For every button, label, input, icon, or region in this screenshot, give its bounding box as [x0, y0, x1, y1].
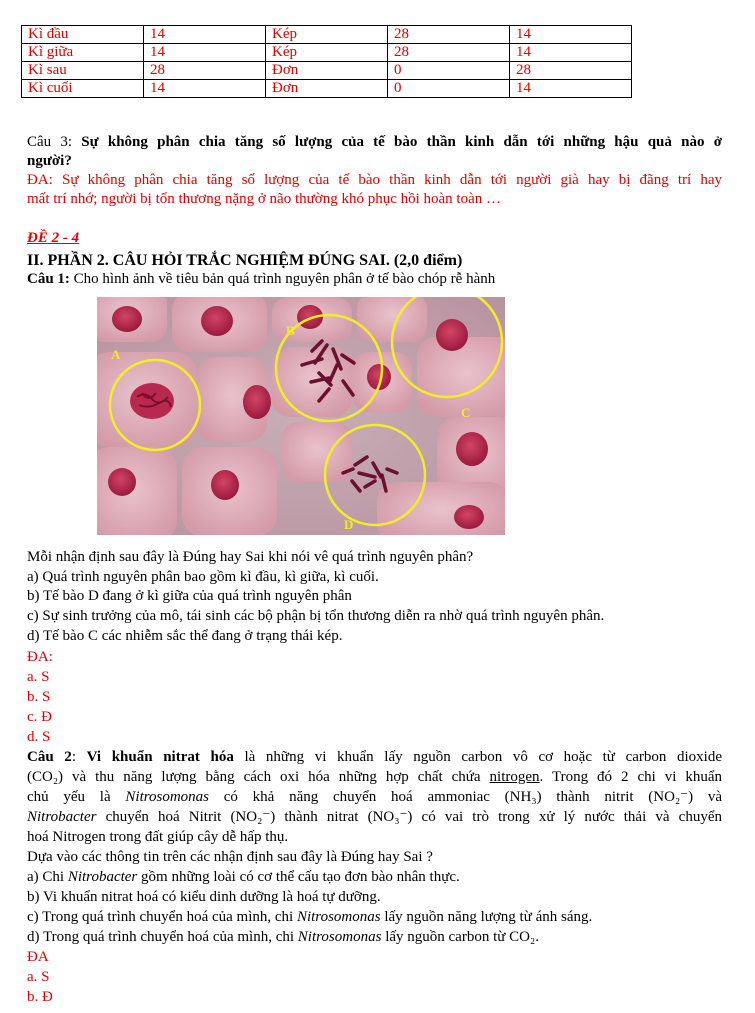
- c2-item-d-1: d) Trong quá trình chuyển hoá của mình, chi: [27, 929, 298, 945]
- c1-answer-d: d. S: [27, 729, 51, 745]
- c2-nitrobacter: Nitrobacter: [27, 809, 97, 825]
- c2-l3-b: có khả năng chuyển hoá ammoniac (NH₃) thành nitrit (NO₂⁻) và: [209, 789, 723, 805]
- section-heading-text: II. PHẦN 2. CÂU HỎI TRẮC NGHIỆM ĐÚNG SAI. (2,0 điểm): [27, 252, 463, 269]
- table-cell: Kì giữa: [22, 44, 144, 62]
- q3-answer-line-2: mất trí nhớ; người bị tổn thương nặng ở não thường khó phục hồi hoàn toàn …: [27, 191, 502, 207]
- table-cell: 14: [144, 80, 266, 98]
- c2-item-c-genus: Nitrosomonas: [296, 909, 381, 925]
- q3-question-end: người?: [27, 153, 72, 169]
- label-c: C: [461, 405, 471, 420]
- c1-item-b: b) Tế bào D đang ở kì giữa của quá trình nguyên phân: [27, 588, 352, 604]
- c2-item-d-2: lấy nguồn carbon từ CO₂.: [381, 929, 539, 945]
- c2-item-a-2: gồm những loài có cơ thể cấu tạo đơn bào nhân thực.: [137, 869, 460, 885]
- label-a: A: [111, 347, 121, 362]
- c2-term: Vi khuẩn nitrat hóa: [86, 749, 234, 765]
- table-row: [22, 80, 632, 98]
- c1-answer-c: c. Đ: [27, 709, 52, 725]
- label-b: B: [286, 323, 295, 338]
- c2-prompt: Dựa vào các thông tin trên các nhận định sau đây là Đúng hay Sai ?: [27, 849, 433, 865]
- c2-l4-rest: chuyển hoá Nitrit (NO₂⁻) thành nitrat (NO₃⁻) có vai trò trong xử lý nước thải và chuyển: [96, 809, 722, 825]
- q3-question-line-2: [27, 152, 72, 171]
- c1-item-a: a) Quá trình nguyên phân bao gồm kì đầu, kì giữa, kì cuối.: [27, 569, 379, 585]
- c2-line-1: [27, 748, 722, 767]
- table-cell: Đơn: [266, 80, 388, 98]
- table-cell: Kì đầu: [22, 26, 144, 44]
- exam-code: [27, 229, 79, 248]
- c2-line-3: [27, 788, 722, 807]
- table-cell: 14: [144, 26, 266, 44]
- c2-l3-a: chủ yếu là: [27, 789, 126, 805]
- c2-answer-label: ĐA: [27, 949, 49, 965]
- table-cell: 14: [144, 44, 266, 62]
- c2-label: Câu 2: [27, 749, 72, 765]
- table-row: [22, 26, 632, 44]
- table-cell: 28: [388, 26, 510, 44]
- c2-l2-a: (CO₂) và thu năng lượng bằng cách oxi hóa những hợp chất chứa: [27, 769, 490, 785]
- table-cell: Kì sau: [22, 62, 144, 80]
- c1-item-d: d) Tế bào C các nhiễm sắc thể đang ở trạng thái kép.: [27, 628, 343, 644]
- table-cell: 28: [144, 62, 266, 80]
- q3-answer-line: ĐA: Sự không phân chia tăng số lượng của tế bào thần kinh dẫn tới người già hay bị đãng trí hay: [27, 172, 722, 188]
- c2-l1-rest: là những vi khuẩn lấy nguồn carbon vô cơ hoặc từ carbon dioxide: [233, 749, 723, 765]
- table-cell: 0: [388, 62, 510, 80]
- table-row: [22, 44, 632, 62]
- table-cell: Kì cuối: [22, 80, 144, 98]
- c2-line-5: hoá Nitrogen trong đất giúp cây dễ hấp thụ.: [27, 829, 289, 845]
- c1-answer-a: a. S: [27, 669, 50, 685]
- c2-colon: :: [71, 749, 87, 765]
- c2-item-d-genus: Nitrosomonas: [297, 929, 382, 945]
- nitrogen-link[interactable]: nitrogen: [489, 769, 540, 785]
- c1-label: Câu 1:: [27, 271, 70, 287]
- table-cell: 14: [510, 26, 632, 44]
- c2-item-b: b) Vi khuẩn nitrat hoá có kiểu dinh dưỡng là hoá tự dưỡng.: [27, 889, 381, 905]
- c1-answer-b: b. S: [27, 689, 51, 705]
- c2-answer-b: b. Đ: [27, 989, 53, 1005]
- c2-item-a-1: a) Chi: [27, 869, 68, 885]
- exam-code-text: ĐỀ 2 - 4: [27, 230, 80, 246]
- phase-table: [21, 25, 632, 98]
- q3-question-line: [27, 133, 722, 152]
- table-cell: 14: [510, 44, 632, 62]
- table-cell: 14: [510, 80, 632, 98]
- table-cell: 28: [388, 44, 510, 62]
- table-cell: Kép: [266, 44, 388, 62]
- c2-answer-a: a. S: [27, 969, 50, 985]
- c2-nitrosomonas: Nitrosomonas: [125, 789, 210, 805]
- c2-item-c: [27, 908, 592, 927]
- table-cell: Đơn: [266, 62, 388, 80]
- c2-item-c-1: c) Trong quá trình chuyển hoá của mình, chi: [27, 909, 297, 925]
- section-heading: [27, 251, 462, 270]
- table-cell: Kép: [266, 26, 388, 44]
- label-d: D: [344, 517, 354, 532]
- c1-answer-label: ĐA:: [27, 649, 53, 665]
- c2-item-a-genus: Nitrobacter: [67, 869, 138, 885]
- c1-intro: [27, 270, 495, 289]
- mitosis-micrograph: [97, 297, 505, 535]
- table-cell: 0: [388, 80, 510, 98]
- c2-line-2: [27, 768, 722, 787]
- q3-label: Câu 3:: [27, 134, 82, 150]
- c2-item-d: [27, 928, 539, 947]
- c1-text: Cho hình ảnh về tiêu bản quá trình nguyên phân ở tế bào chóp rễ hành: [69, 271, 496, 287]
- c2-l2-b: . Trong đó 2 chi vi khuẩn: [539, 769, 722, 785]
- q3-question: Sự không phân chia tăng số lượng của tế bào thần kinh dẫn tới những hậu quả nào ở: [81, 134, 722, 150]
- c1-prompt: Mỗi nhận định sau đây là Đúng hay Sai khi nói vê quá trình nguyên phân?: [27, 549, 474, 565]
- c2-line-4: [27, 808, 722, 827]
- c2-item-a: [27, 868, 460, 887]
- table-cell: 28: [510, 62, 632, 80]
- micrograph-image: [97, 297, 505, 535]
- c1-item-c: c) Sự sinh trưởng của mô, tái sinh các bộ phận bị tổn thương diễn ra nhờ quá trình nguyên phân.: [27, 608, 605, 624]
- c2-item-c-2: lấy nguồn năng lượng từ ánh sáng.: [380, 909, 593, 925]
- table-row: [22, 62, 632, 80]
